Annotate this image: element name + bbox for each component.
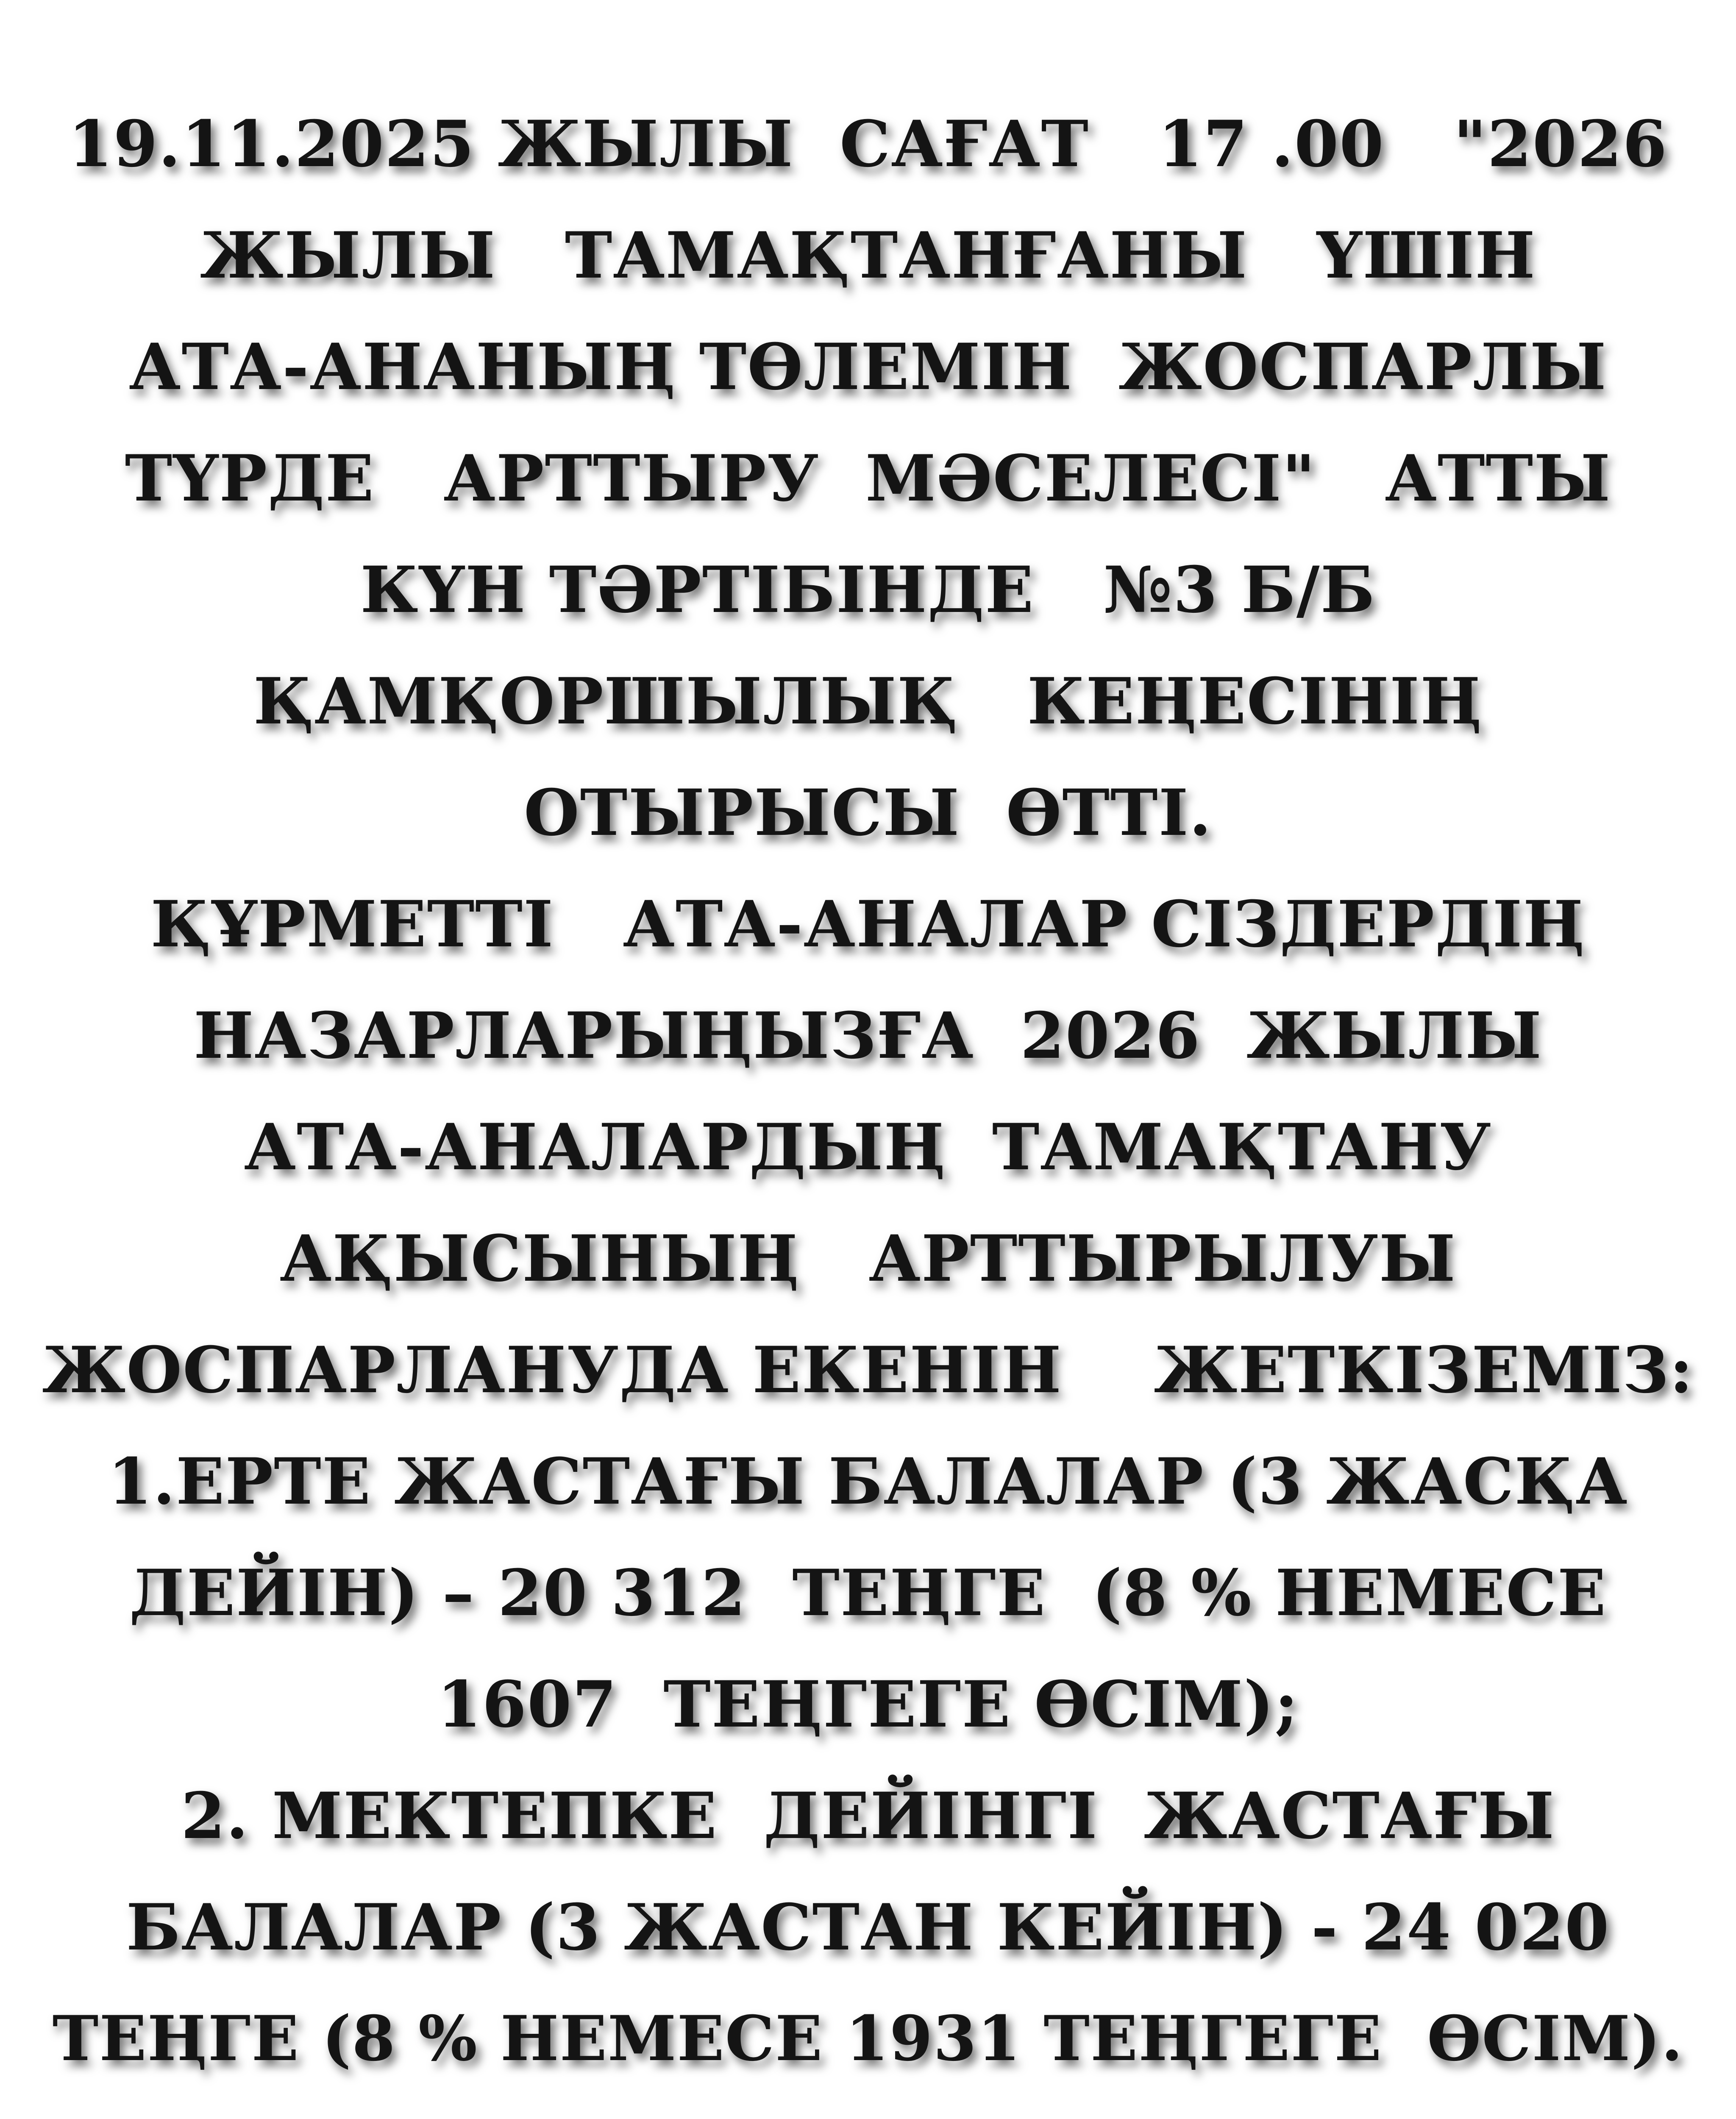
text-line: АТА-АНАЛАРДЫҢ ТАМАҚТАНУ	[244, 1110, 1492, 1185]
text-line: КҮН ТӘРТІБІНДЕ №3 Б/Б	[360, 553, 1376, 627]
text-line: ОТЫРЫСЫ ӨТТІ.	[524, 776, 1212, 850]
text-line: ҚҰРМЕТТІ АТА-АНАЛАР СІЗДЕРДІҢ	[150, 887, 1586, 962]
text-line: ДЕЙІН) – 20 312 ТЕҢГЕ (8 % НЕМЕСЕ	[129, 1556, 1607, 1630]
text-line: НАЗАРЛАРЫҢЫЗҒА 2026 ЖЫЛЫ	[193, 998, 1543, 1073]
text-line: 1607 ТЕҢГЕГЕ ӨСІМ);	[437, 1667, 1299, 1742]
text-line: 2. МЕКТЕПКЕ ДЕЙІНГІ ЖАСТАҒЫ	[181, 1779, 1555, 1853]
text-line: ТЕҢГЕ (8 % НЕМЕСЕ 1931 ТЕҢГЕГЕ ӨСІМ).	[52, 2002, 1684, 2075]
text-line: АТА-АНАНЫҢ ТӨЛЕМІН ЖОСПАРЛЫ	[129, 330, 1607, 404]
text-line: БАЛАЛАР (3 ЖАСТАН КЕЙІН) - 24 020	[126, 1890, 1610, 1965]
text-line: ҚАМҚОРШЫЛЫҚ КЕҢЕСІНІҢ	[253, 664, 1483, 739]
text-line: 19.11.2025 ЖЫЛЫ САҒАТ 17 .00 "2026	[68, 107, 1668, 181]
text-line: ЖЫЛЫ ТАМАҚТАНҒАНЫ ҮШІН	[200, 218, 1536, 293]
text-line: 1.ЕРТЕ ЖАСТАҒЫ БАЛАЛАР (3 ЖАСҚА	[108, 1444, 1628, 1519]
text-line: ТҮРДЕ АРТТЫРУ МӘСЕЛЕСІ" АТТЫ	[125, 441, 1611, 516]
text-line: ЖОСПАРЛАНУДА ЕКЕНІН ЖЕТКІЗЕМІЗ:	[42, 1333, 1694, 1407]
text-line: АҚЫСЫНЫҢ АРТТЫРЫЛУЫ	[280, 1221, 1456, 1296]
